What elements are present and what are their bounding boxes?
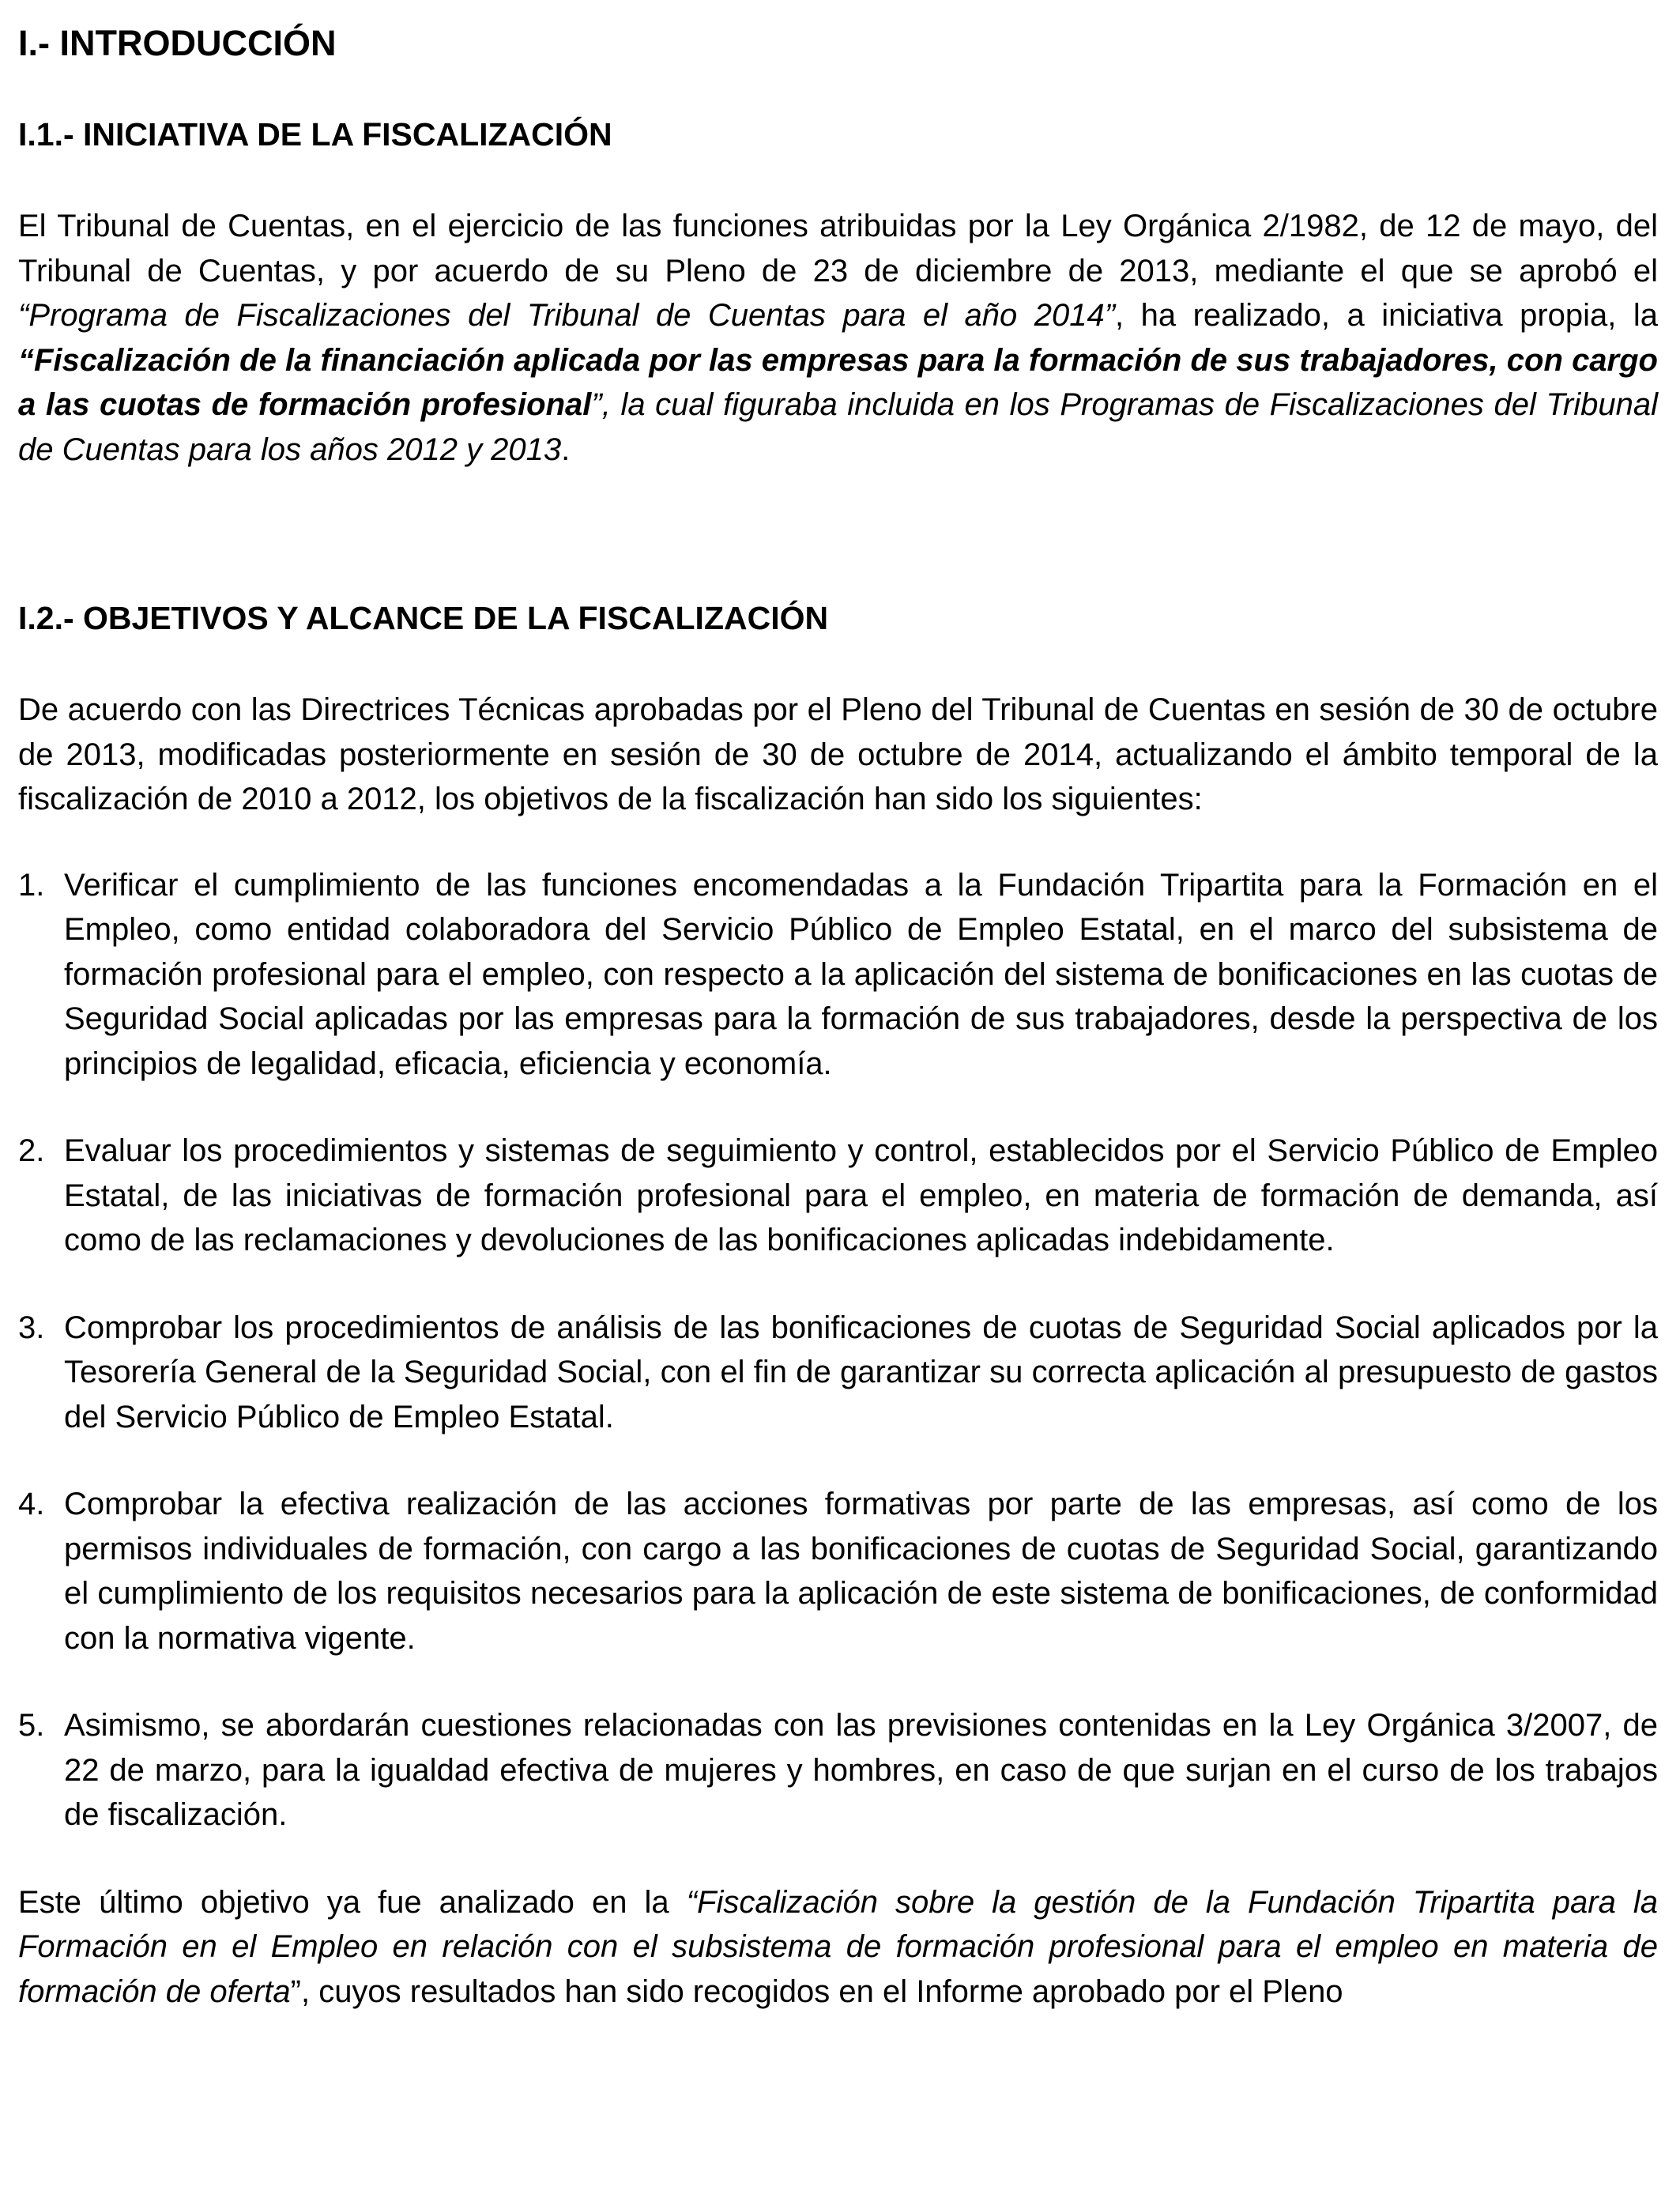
text-run-italic: ”, la cual figuraba incluida en los Programas de Fiscalizaciones del Tribunal de Cuentas para los años 2012 y 2013 [18, 387, 1659, 467]
objective-text: Verificar el cumplimiento de las funciones encomendadas a la Fundación Tripartita para la Formación en el Empleo, como entidad colaboradora del Servicio Público de Empleo Estatal, en el marco del subsistema de formación profesional para el empleo, con respecto a la aplicación del sistema de bonificaciones en las cuotas de Seguridad Social aplicadas por las empresas para la formación de sus trabajadores, desde la perspectiva de los principios de legalidad, eficacia, eficiencia y economía. [64, 867, 1658, 1081]
heading-introduccion: I.- INTRODUCCIÓN [18, 23, 337, 63]
objective-number: 4. [18, 1487, 45, 1521]
referenced-audit-title: “Fiscalización sobre la gestión de la Fundación Tripartita para la Formación en el Empleo en relación con el subsistema de formación profesional para el empleo en materia de formación de oferta [18, 1884, 1658, 2009]
heading-objetivos: I.2.- OBJETIVOS Y ALCANCE DE LA FISCALIZACIÓN [18, 600, 829, 636]
paragraph-ultimo-objetivo [18, 1880, 1658, 2015]
objectives-list [18, 863, 1658, 1838]
objective-text: Comprobar la efectiva realización de las acciones formativas por parte de las empresas, así como de los permisos individuales de formación, con cargo a las bonificaciones de cuotas de Seguridad Social, garantizando el cumplimiento de los requisitos necesarios para la aplicación de este sistema de bonificaciones, de conformidad con la normativa vigente. [64, 1487, 1658, 1656]
paragraph-iniciativa [18, 204, 1658, 472]
objective-item [18, 1129, 1658, 1263]
objective-item [18, 1703, 1658, 1838]
heading-iniciativa: I.1.- INICIATIVA DE LA FISCALIZACIÓN [18, 116, 612, 153]
paragraph-directrices: De acuerdo con las Directrices Técnicas aprobadas por el Pleno del Tribunal de Cuentas en sesión de 30 de octubre de 2013, modificadas posteriormente en sesión de 30 de octubre de 2014, actualizando el ámbito temporal de la fiscalización de 2010 a 2012, los objetivos de la fiscalización han sido los siguientes: [18, 692, 1658, 816]
objective-item [18, 863, 1658, 1087]
objective-text: Evaluar los procedimientos y sistemas de seguimiento y control, establecidos por el Servicio Público de Empleo Estatal, de las iniciativas de formación profesional para el empleo, en materia de formación de demanda, así como de las reclamaciones y devoluciones de las bonificaciones aplicadas indebidamente. [64, 1133, 1658, 1257]
document-page [18, 19, 1658, 2014]
program-title-2014: “Programa de Fiscalizaciones del Tribunal de Cuentas para el año 2014” [18, 298, 1116, 333]
text-run: Este último objetivo ya fue analizado en la [18, 1884, 687, 1920]
text-run: El Tribunal de Cuentas, en el ejercicio de las funciones atribuidas por la Ley Orgánica 2/1982, de 12 de mayo, del Tribunal de Cuentas, y por acuerdo de su Pleno de 23 de diciembre de 2013, mediante el que se aprobó el [18, 209, 1658, 288]
text-run: , ha realizado, a iniciativa propia, la [1115, 298, 1658, 333]
text-run: ”, cuyos resultados han sido recogidos en el Informe aprobado por el Pleno [290, 1973, 1343, 2009]
objective-item [18, 1306, 1658, 1440]
audit-title: “Fiscalización de la financiación aplicada por las empresas para la formación de sus trabajadores, con cargo a las cuotas de formación profesional [18, 342, 1658, 422]
objective-text: Asimismo, se abordarán cuestiones relacionadas con las previsiones contenidas en la Ley Orgánica 3/2007, de 22 de marzo, para la igualdad efectiva de mujeres y hombres, en caso de que surjan en el curso de los trabajos de fiscalización. [64, 1708, 1658, 1832]
objective-item [18, 1482, 1658, 1661]
objective-number: 2. [18, 1133, 45, 1168]
objective-number: 3. [18, 1310, 45, 1345]
objective-number: 1. [18, 867, 45, 903]
objective-text: Comprobar los procedimientos de análisis de las bonificaciones de cuotas de Seguridad Social aplicados por la Tesorería General de la Seguridad Social, con el fin de garantizar su correcta aplicación al presupuesto de gastos del Servicio Público de Empleo Estatal. [64, 1310, 1658, 1434]
text-run: . [561, 432, 571, 467]
objective-number: 5. [18, 1708, 45, 1743]
